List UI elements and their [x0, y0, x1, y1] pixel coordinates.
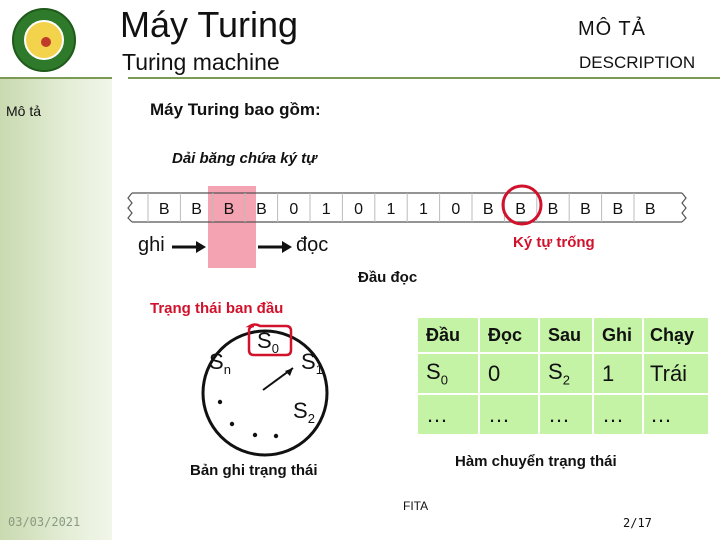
slide-date: 03/03/2021: [8, 515, 81, 529]
tape-cell: B: [547, 201, 559, 218]
table-cell: …: [650, 401, 672, 427]
table-cell: …: [539, 394, 593, 434]
table-header-cell: Ghi: [593, 318, 643, 353]
page-title: Máy Turing: [120, 4, 299, 45]
table-cell: Trái: [643, 353, 708, 394]
table-header-cell: Đầu: [418, 318, 479, 353]
tape-cell: B: [223, 201, 235, 218]
tape-cell: 0: [354, 201, 364, 218]
tape-cell: 1: [418, 201, 428, 218]
ellipsis-dot: [253, 433, 257, 437]
state-s1: $S_1$: [301, 349, 323, 377]
tape-cell: B: [256, 201, 267, 218]
tape-cell: 0: [289, 201, 299, 218]
ellipsis-dot: [230, 422, 234, 426]
tape-cell: B: [158, 201, 170, 218]
table-header-cell: Chạy: [643, 318, 708, 353]
read-arrowhead-icon: [282, 241, 292, 253]
write-label: ghi: [138, 234, 165, 256]
table-cell: …: [418, 394, 479, 434]
read-head-bar: [208, 186, 256, 268]
tape-left-end-icon: [128, 193, 132, 222]
table-cell: 0: [479, 353, 539, 394]
state-sn: $S_n$: [209, 349, 231, 377]
table-row: [418, 353, 708, 394]
table-row: [418, 394, 708, 434]
footer-org: FITA: [403, 499, 429, 513]
tape-cell: B: [612, 201, 624, 218]
table-cell: …: [479, 394, 539, 434]
tape-cell: B: [191, 201, 202, 218]
intro-text: Máy Turing bao gồm:: [150, 100, 321, 119]
ellipsis-dot: [218, 400, 222, 404]
state-record-label: Bản ghi trạng thái: [190, 462, 318, 479]
table-header-cell: Sau: [539, 318, 593, 353]
transition-function-label: Hàm chuyển trạng thái: [455, 453, 617, 470]
write-arrowhead-icon: [196, 241, 206, 253]
tape-right-end-icon: [682, 193, 686, 222]
tape-cell: 1: [386, 201, 396, 218]
blank-symbol-label: Ký tự trống: [513, 234, 595, 251]
state-s2: $S_2$: [293, 398, 315, 426]
table-cell: 1: [593, 353, 643, 394]
page-number: 2/17: [623, 516, 652, 530]
transition-table: [418, 318, 708, 434]
table-header-cell: Đọc: [479, 318, 539, 353]
state-pointer-head-icon: [285, 368, 293, 376]
table-cell: …: [593, 394, 643, 434]
ellipsis-dot: [274, 434, 278, 438]
table-cell: $S_2$: [539, 353, 593, 394]
table-header-row: [418, 318, 708, 353]
tape-cell: B: [580, 201, 591, 218]
initial-state-label: Trạng thái ban đầu: [150, 300, 284, 317]
table-cell: $S_0$: [418, 353, 479, 394]
page-subtitle: Turing machine: [122, 49, 280, 75]
tape-cell: B: [515, 201, 526, 218]
section-subtitle: DESCRIPTION: [579, 53, 696, 72]
tape-cell: 1: [321, 201, 331, 218]
sidebar-item-mo-ta[interactable]: Mô tả: [6, 103, 42, 119]
section-title: MÔ TẢ: [578, 18, 646, 40]
tape-cell: B: [482, 201, 494, 218]
tape-cell: 0: [451, 201, 461, 218]
read-label: đọc: [296, 234, 329, 256]
tape-caption: Dải băng chứa ký tự: [172, 150, 317, 167]
state-s0: $S_0$: [257, 328, 279, 356]
tape-cell: B: [644, 201, 656, 218]
read-head-label: Đầu đọc: [358, 269, 418, 286]
